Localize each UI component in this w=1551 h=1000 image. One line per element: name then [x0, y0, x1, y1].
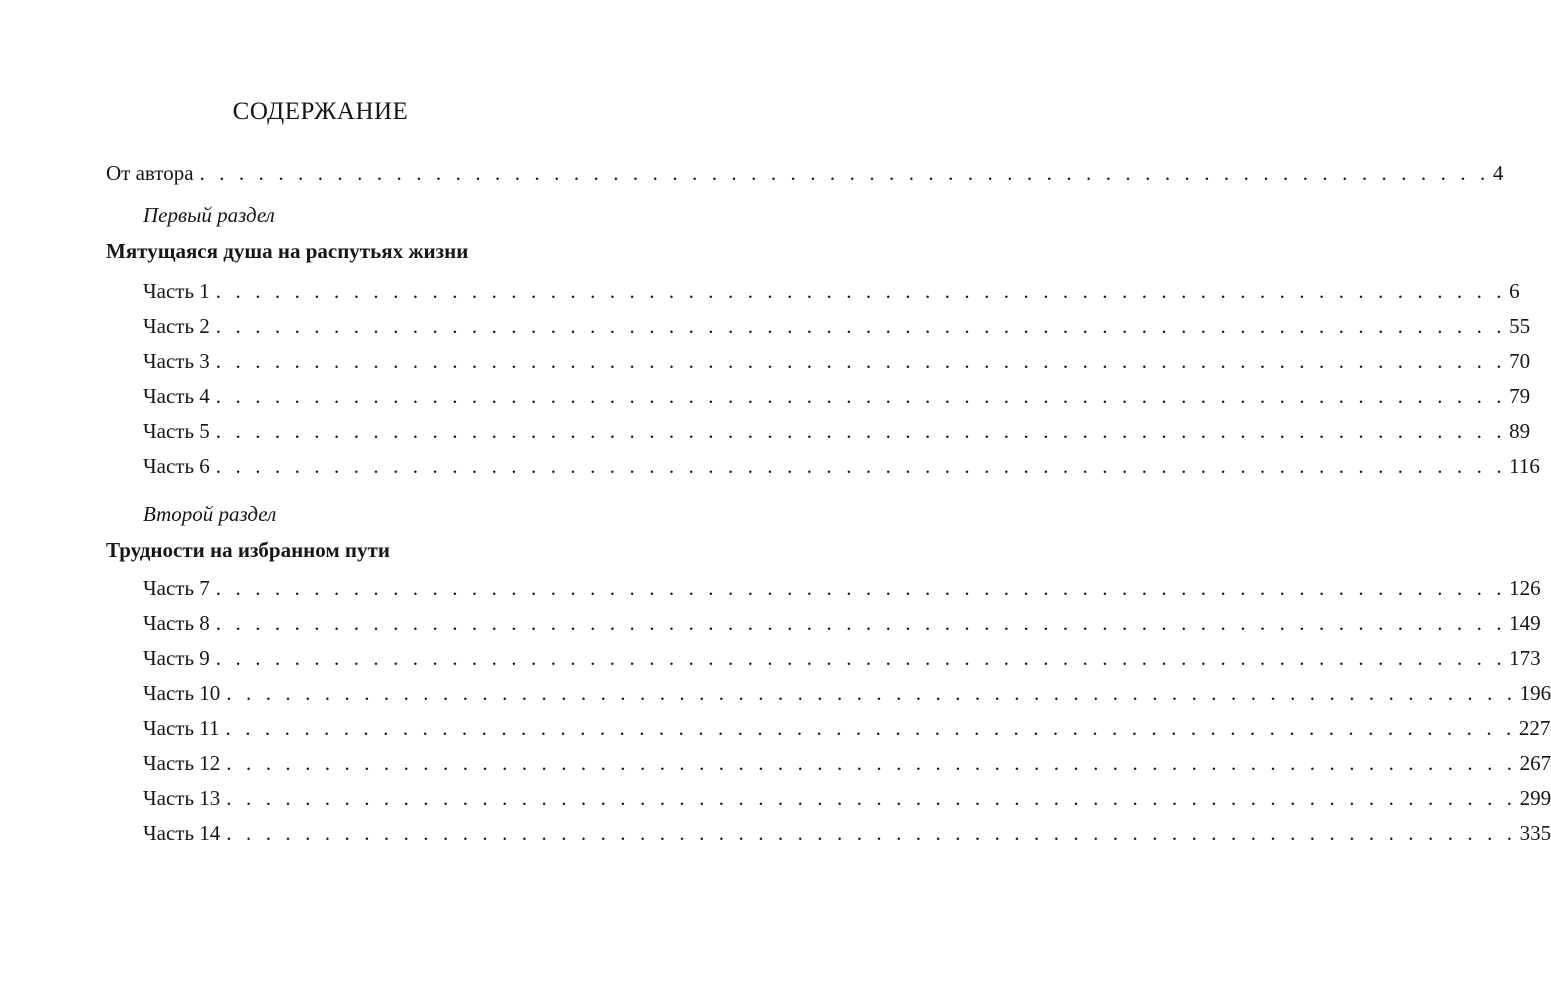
toc-page-number: 116 — [1509, 454, 1540, 478]
dot-leader: . . . . . . . . . . . . . . . . . . . . . . . . . . . . . . . . . . . . . . . . . . . . . . . . . . . . . . . . . . . . . . . . . . — [215, 454, 1507, 478]
dot-leader: . . . . . . . . . . . . . . . . . . . . . . . . . . . . . . . . . . . . . . . . . . . . . . . . . . . . . . . . . . . . . . . . . . — [215, 419, 1507, 443]
toc-entry-part-10[interactable] — [143, 680, 1551, 706]
toc-page-number: 79 — [1509, 384, 1531, 408]
toc-page-number: 299 — [1519, 786, 1551, 810]
dot-leader: . . . . . . . . . . . . . . . . . . . . . . . . . . . . . . . . . . . . . . . . . . . . . . . . . . . . . . . . . . . . . . . . . . — [226, 681, 1517, 705]
toc-entry-part-13[interactable] — [143, 785, 1551, 811]
toc-entry-label: Часть 6 — [143, 454, 210, 478]
toc-page-number: 6 — [1509, 279, 1520, 303]
toc-page-number: 335 — [1519, 821, 1551, 845]
toc-page-number: 70 — [1509, 349, 1531, 373]
dot-leader: . . . . . . . . . . . . . . . . . . . . . . . . . . . . . . . . . . . . . . . . . . . . . . . . . . . . . . . . . . . . . . . . . . — [215, 611, 1507, 635]
toc-entry-part-6[interactable] — [143, 453, 1540, 479]
dot-leader: . . . . . . . . . . . . . . . . . . . . . . . . . . . . . . . . . . . . . . . . . . . . . . . . . . . . . . . . . . . . . . . . . . — [215, 314, 1507, 338]
toc-page-number: 267 — [1519, 751, 1551, 775]
toc-entry-label: От автора — [106, 161, 194, 185]
toc-entry-part-12[interactable] — [143, 750, 1551, 776]
toc-entry-label: Часть 3 — [143, 349, 210, 373]
toc-entry-label: Часть 13 — [143, 786, 221, 810]
section-1-title: Мятущаяся душа на распутьях жизни — [106, 239, 469, 263]
toc-entry-label: Часть 2 — [143, 314, 210, 338]
section-2-title: Трудности на избранном пути — [106, 538, 390, 562]
toc-page-number: 89 — [1509, 419, 1531, 443]
toc-page-number: 227 — [1518, 716, 1551, 740]
dot-leader: . . . . . . . . . . . . . . . . . . . . . . . . . . . . . . . . . . . . . . . . . . . . . . . . . . . . . . . . . . . . . . . . . . — [215, 576, 1507, 600]
toc-entry-part-14[interactable] — [143, 820, 1551, 846]
toc-page-number: 126 — [1509, 576, 1541, 600]
toc-entry-part-1[interactable] — [143, 278, 1520, 304]
toc-entry-label: Часть 5 — [143, 419, 210, 443]
section-2-label: Второй раздел — [143, 502, 277, 526]
toc-entry-label: Часть 7 — [143, 576, 210, 600]
dot-leader: . . . . . . . . . . . . . . . . . . . . . . . . . . . . . . . . . . . . . . . . . . . . . . . . . . . . . . . . . . . . . . . . . . — [215, 349, 1507, 373]
toc-entry-label: Часть 11 — [143, 716, 220, 740]
dot-leader: . . . . . . . . . . . . . . . . . . . . . . . . . . . . . . . . . . . . . . . . . . . . . . . . . . . . . . . . . . . . . . . . . . — [215, 384, 1507, 408]
toc-entry-label: Часть 10 — [143, 681, 221, 705]
toc-page-number: 196 — [1519, 681, 1551, 705]
dot-leader: . . . . . . . . . . . . . . . . . . . . . . . . . . . . . . . . . . . . . . . . . . . . . . . . . . . . . . . . . . . . . . . . . . — [225, 716, 1516, 740]
dot-leader: . . . . . . . . . . . . . . . . . . . . . . . . . . . . . . . . . . . . . . . . . . . . . . . . . . . . . . . . . . . . . . . . . . — [226, 751, 1517, 775]
toc-entry-label: Часть 8 — [143, 611, 210, 635]
dot-leader: . . . . . . . . . . . . . . . . . . . . . . . . . . . . . . . . . . . . . . . . . . . . . . . . . . . . . . . . . . . . . . . . . . — [215, 279, 1507, 303]
toc-entry-part-4[interactable] — [143, 383, 1531, 409]
toc-entry-part-2[interactable] — [143, 313, 1531, 339]
toc-page-number: 4 — [1492, 161, 1504, 185]
toc-entry-part-3[interactable] — [143, 348, 1531, 374]
dot-leader: . . . . . . . . . . . . . . . . . . . . . . . . . . . . . . . . . . . . . . . . . . . . . . . . . . . . . . . . . . . . . . . . . . — [215, 646, 1507, 670]
toc-page-number: 55 — [1509, 314, 1531, 338]
toc-entry-part-7[interactable] — [143, 575, 1541, 601]
dot-leader: . . . . . . . . . . . . . . . . . . . . . . . . . . . . . . . . . . . . . . . . . . . . . . . . . . . . . . . . . . . . . . . . . . — [226, 786, 1517, 810]
contents-title: СОДЕРЖАНИЕ — [232, 98, 409, 125]
toc-entry-foreword[interactable] — [106, 160, 1504, 186]
toc-entry-part-5[interactable] — [143, 418, 1531, 444]
toc-page-number: 149 — [1509, 611, 1541, 635]
dot-leader: . . . . . . . . . . . . . . . . . . . . . . . . . . . . . . . . . . . . . . . . . . . . . . . . . . . . . . . . . . . . . . . . . . — [226, 821, 1517, 845]
toc-page-number: 173 — [1509, 646, 1541, 670]
toc-entry-part-9[interactable] — [143, 645, 1541, 671]
toc-entry-label: Часть 9 — [143, 646, 210, 670]
toc-entry-label: Часть 14 — [143, 821, 221, 845]
section-1-label: Первый раздел — [143, 203, 275, 227]
toc-entry-label: Часть 1 — [143, 279, 210, 303]
toc-entry-label: Часть 4 — [143, 384, 210, 408]
toc-entry-part-8[interactable] — [143, 610, 1541, 636]
dot-leader: . . . . . . . . . . . . . . . . . . . . . . . . . . . . . . . . . . . . . . . . . . . . . . . . . . . . . . . . . . . . . . . . . . — [199, 161, 1490, 185]
toc-entry-label: Часть 12 — [143, 751, 221, 775]
toc-entry-part-11[interactable] — [143, 715, 1551, 741]
